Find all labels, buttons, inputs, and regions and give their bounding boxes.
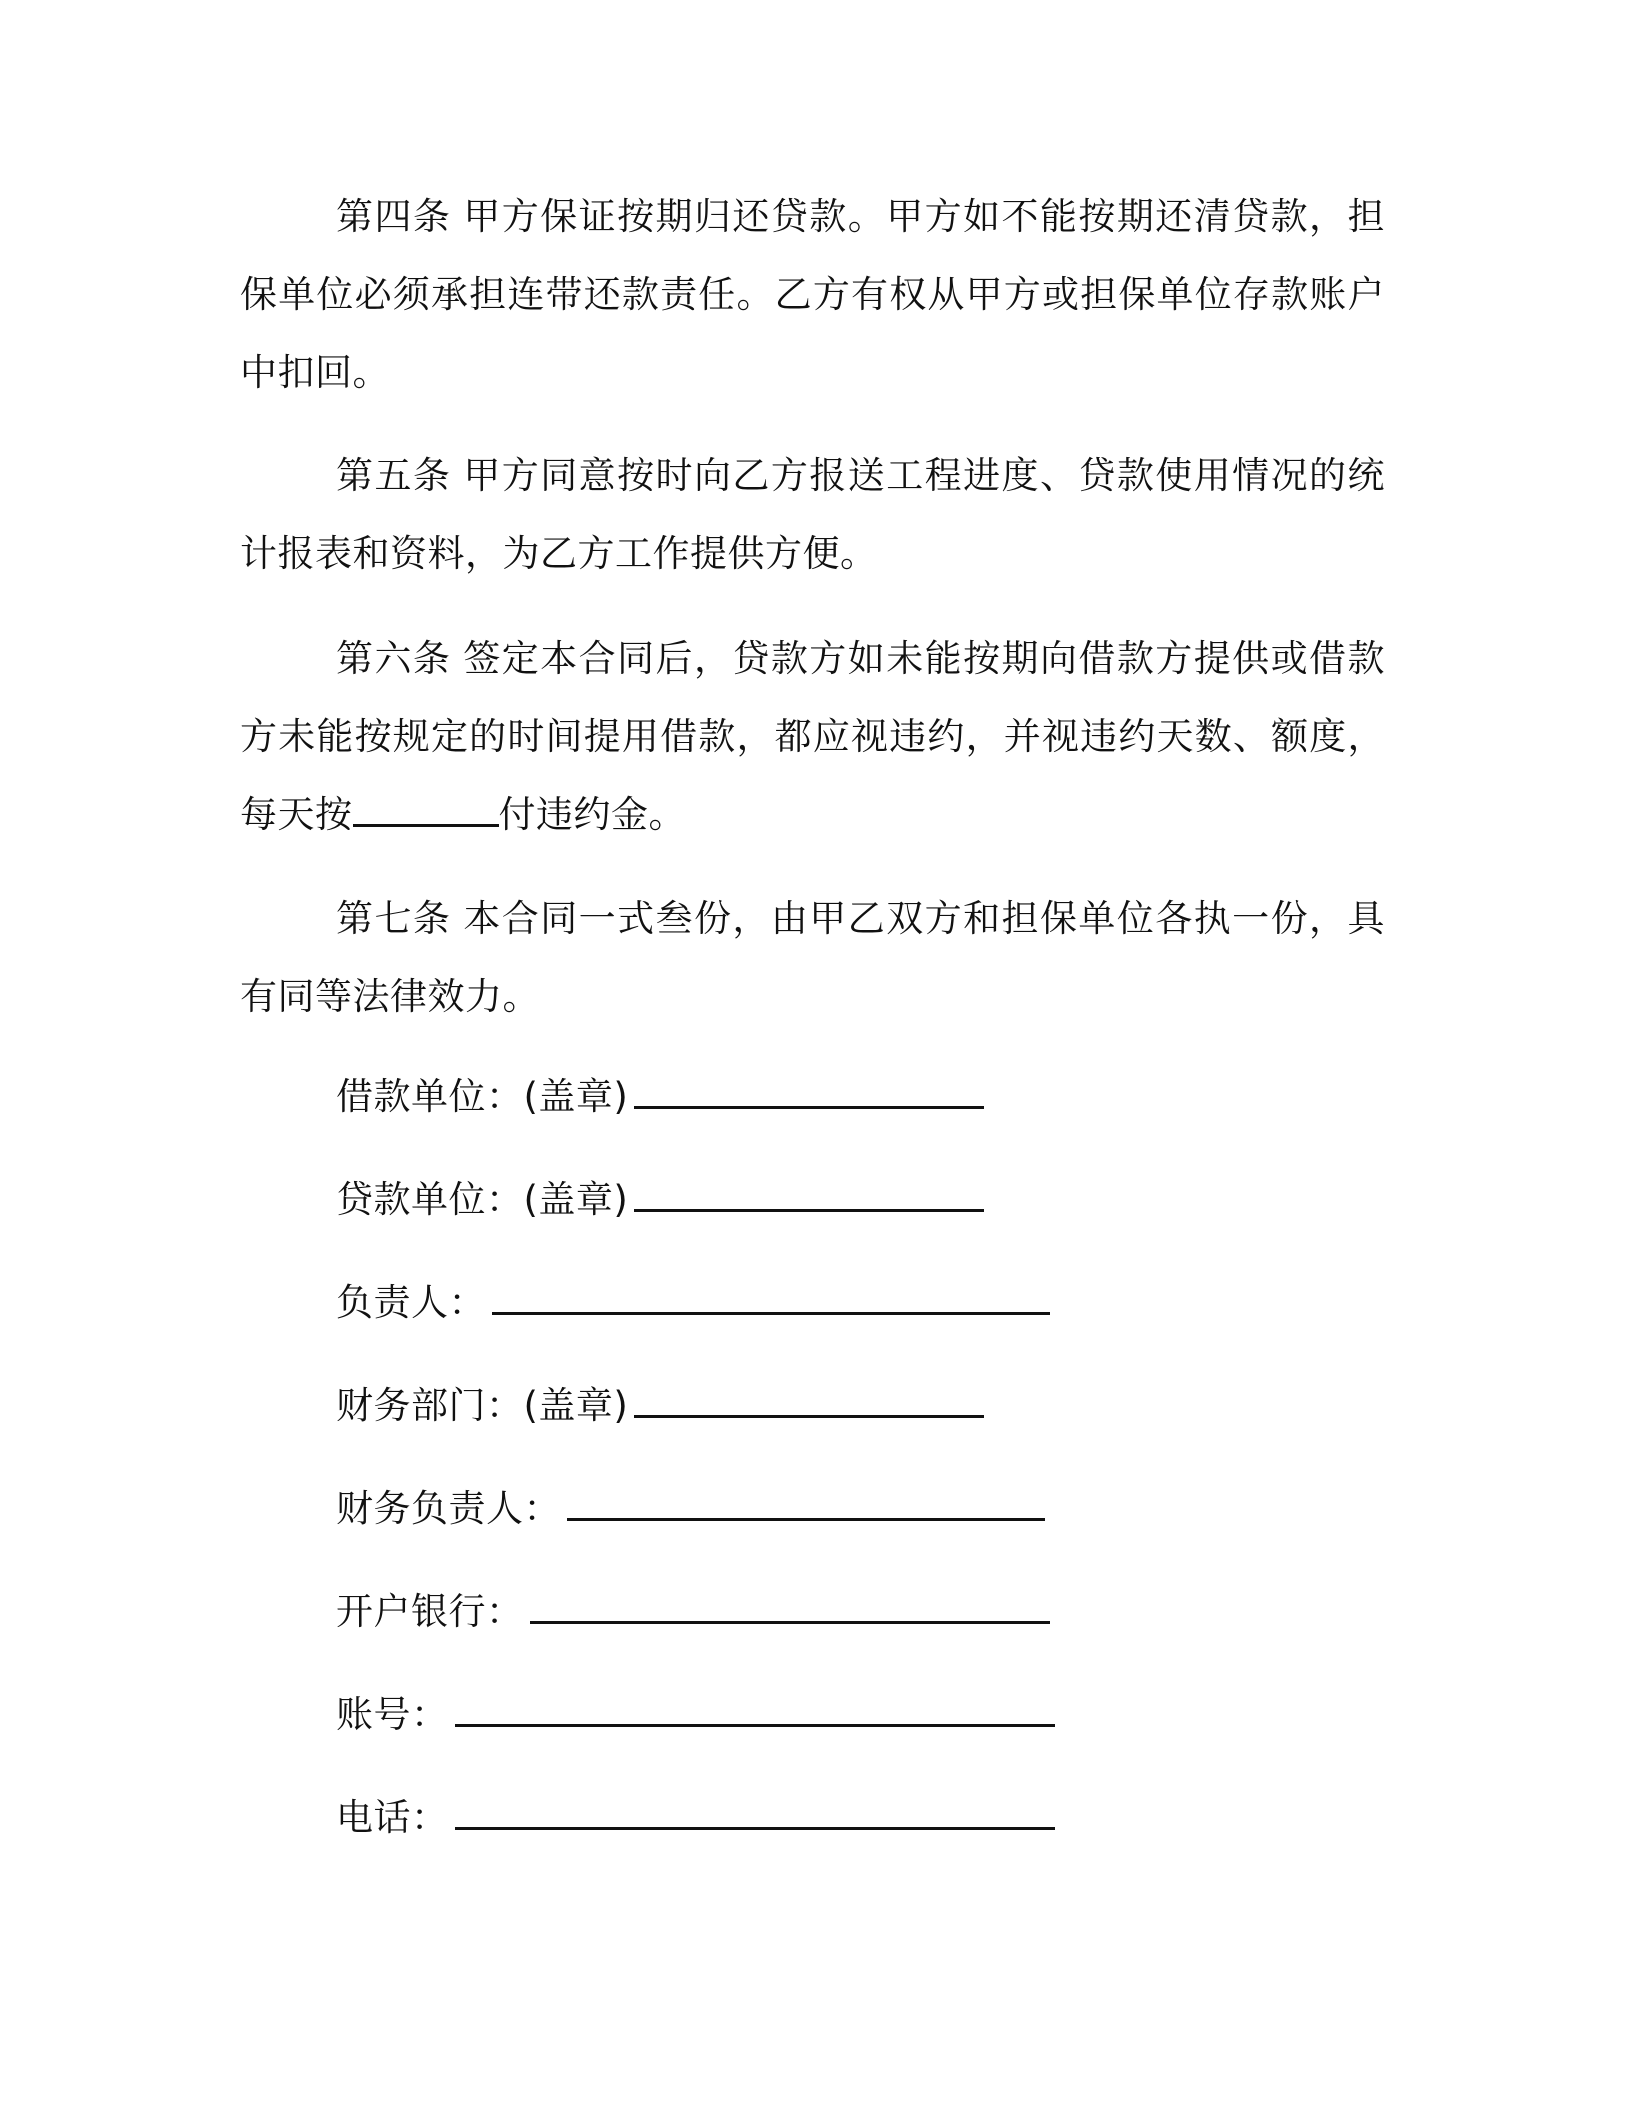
- account-number-field: [336, 1684, 1055, 1741]
- signature-blank: [455, 1787, 1055, 1830]
- responsible-person-field: [336, 1272, 1050, 1329]
- signature-blank: [634, 1169, 984, 1212]
- borrower-seal-field: [336, 1066, 984, 1123]
- signature-blank: [455, 1684, 1055, 1727]
- signature-blank: [567, 1478, 1045, 1521]
- finance-head-field: [336, 1478, 1045, 1535]
- signature-blank: [530, 1581, 1050, 1624]
- clause-text: 付违约金。: [498, 793, 686, 836]
- signature-blank: [634, 1066, 984, 1109]
- clause-text: 甲方保证按期归还贷款。甲方如不能按期还清贷款，担保单位必须承担连带还款责任。乙方有权从甲方或担保单位存款账户中扣回。: [240, 195, 1385, 394]
- field-label: 财务负责人：: [336, 1487, 561, 1530]
- field-label: 贷款单位：(盖章): [336, 1178, 629, 1221]
- clause-number: 第六条: [336, 637, 452, 680]
- field-label: 开户银行：: [336, 1590, 524, 1633]
- lender-seal-field: [336, 1169, 984, 1226]
- clause-text: 本合同一式叁份，由甲乙双方和担保单位各执一份，具有同等法律效力。: [240, 897, 1385, 1018]
- clause-text: 甲方同意按时向乙方报送工程进度、贷款使用情况的统计报表和资料，为乙方工作提供方便。: [240, 454, 1385, 575]
- field-label: 负责人：: [336, 1281, 486, 1324]
- clause-5: [240, 437, 1385, 593]
- bank-field: [336, 1581, 1050, 1638]
- finance-dept-seal-field: [336, 1375, 984, 1432]
- signature-blank: [492, 1272, 1050, 1315]
- field-label: 财务部门：(盖章): [336, 1384, 629, 1427]
- penalty-rate-blank: [353, 788, 499, 827]
- clause-text: 签定本合同后，贷款方如未能按期向借款方提供或借款方未能按规定的时间提用借款，都应视违约，并视违约天数、额度，每天按: [240, 637, 1385, 836]
- clause-7: [240, 880, 1385, 1036]
- field-label: 账号：: [336, 1693, 449, 1736]
- field-label: 借款单位：(盖章): [336, 1075, 629, 1118]
- clause-number: 第七条: [336, 897, 452, 940]
- clause-6: [240, 620, 1385, 854]
- phone-field: [336, 1787, 1055, 1844]
- clause-number: 第四条: [336, 195, 452, 238]
- field-label: 电话：: [336, 1796, 449, 1839]
- clause-number: 第五条: [336, 454, 452, 497]
- clause-4: [240, 178, 1385, 412]
- signature-blank: [634, 1375, 984, 1418]
